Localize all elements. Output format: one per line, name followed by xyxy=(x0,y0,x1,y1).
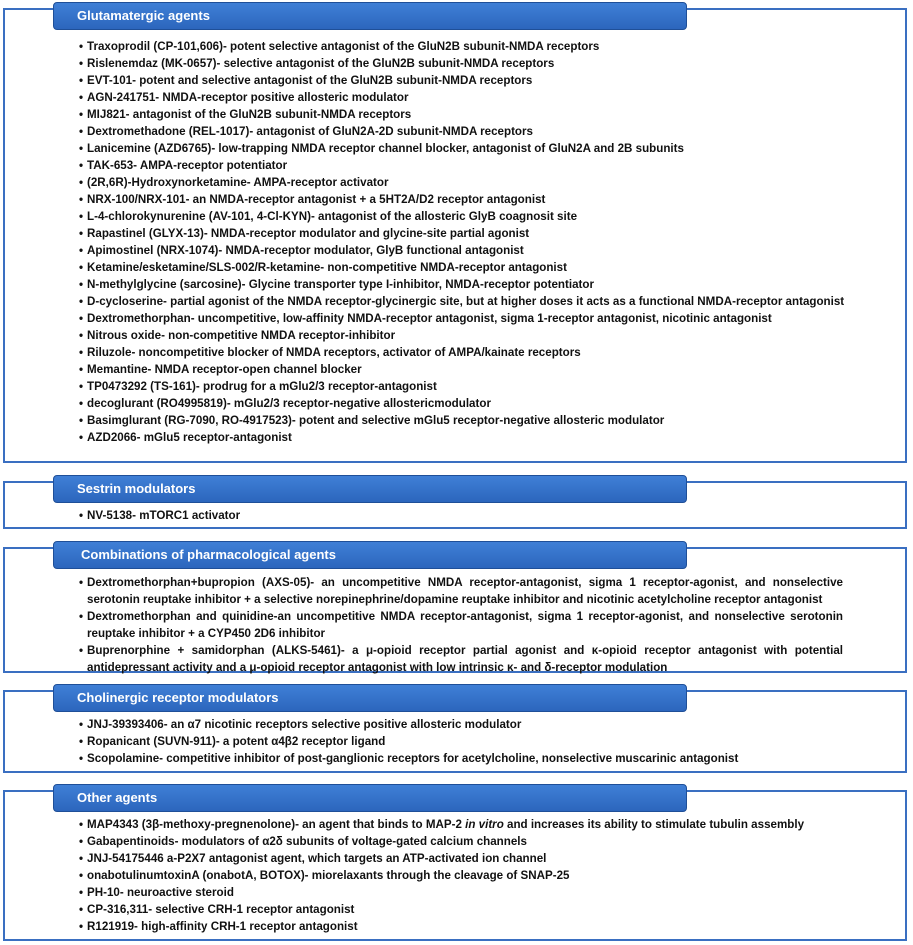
list-item: • onabotulinumtoxinA (onabotA, BOTOX)- miorelaxants through the cleavage of SNAP-25 xyxy=(79,867,847,884)
list-item: • Lanicemine (AZD6765)- low-trapping NMDA receptor channel blocker, antagonist of GluN2A and 2B subunits xyxy=(79,140,847,157)
list-item: • (2R,6R)-Hydroxynorketamine- AMPA-receptor activator xyxy=(79,174,847,191)
list-item: • JNJ-54175446 a-P2X7 antagonist agent, which targets an ATP-activated ion channel xyxy=(79,850,847,867)
list-item-line: serotonin reuptake inhibitor + a selective norepinephrine/dopamine reuptake inhibitor and nicotinic acetylcholine receptor antagonist xyxy=(87,593,823,606)
list-item: • Gabapentinoids- modulators of α2δ subunits of voltage-gated calcium channels xyxy=(79,833,847,850)
list-item-line: reuptake inhibitor + a CYP450 2D6 inhibitor xyxy=(87,627,326,640)
list-item: • TAK-653- AMPA-receptor potentiator xyxy=(79,157,847,174)
list-item: • Dextromethadone (REL-1017)- antagonist of GluN2A-2D subunit-NMDA receptors xyxy=(79,123,847,140)
glutamatergic-list xyxy=(79,38,847,446)
list-item xyxy=(79,574,843,608)
list-item: • Dextromethorphan- uncompetitive, low-affinity NMDA-receptor antagonist, sigma 1-receptor antagonist, nicotinic antagonist xyxy=(79,310,847,327)
list-item: • Traxoprodil (CP-101,606)- potent selective antagonist of the GluN2B subunit-NMDA receptors xyxy=(79,38,847,55)
cholinergic-list xyxy=(79,716,847,767)
list-item: • AGN-241751- NMDA-receptor positive allosteric modulator xyxy=(79,89,847,106)
cholinergic-title: Cholinergic receptor modulators xyxy=(53,684,687,712)
list-item: • PH-10- neuroactive steroid xyxy=(79,884,847,901)
other-list xyxy=(79,816,847,935)
list-item: • CP-316,311- selective CRH-1 receptor antagonist xyxy=(79,901,847,918)
list-item: • MIJ821- antagonist of the GluN2B subunit-NMDA receptors xyxy=(79,106,847,123)
list-item: • Rapastinel (GLYX-13)- NMDA-receptor modulator and glycine-site partial agonist xyxy=(79,225,847,242)
list-item: • Ketamine/esketamine/SLS-002/R-ketamine- non-competitive NMDA-receptor antagonist xyxy=(79,259,847,276)
sestrin-list xyxy=(79,507,847,524)
list-item-line: antidepressant activity and a μ-opioid receptor antagonist with low intrinsic κ- and δ-receptor modulation xyxy=(87,661,668,674)
list-item: • D-cycloserine- partial agonist of the NMDA receptor-glycinergic site, but at higher doses it acts as a functional NMDA-receptor antagonist xyxy=(79,293,847,310)
list-item: • TP0473292 (TS-161)- prodrug for a mGlu2/3 receptor-antagonist xyxy=(79,378,847,395)
sestrin-title: Sestrin modulators xyxy=(53,475,687,503)
list-item: • Riluzole- noncompetitive blocker of NMDA receptors, activator of AMPA/kainate receptors xyxy=(79,344,847,361)
other-panel xyxy=(3,790,907,941)
list-item: • NRX-100/NRX-101- an NMDA-receptor antagonist + a 5HT2A/D2 receptor antagonist xyxy=(79,191,847,208)
list-item: • AZD2066- mGlu5 receptor-antagonist xyxy=(79,429,847,446)
cholinergic-panel xyxy=(3,690,907,773)
list-item-line: • Dextromethorphan and quinidine-an uncompetitive NMDA receptor-antagonist, sigma 1 receptor-agonist, and nonselective serotonin xyxy=(87,610,843,623)
list-item: • Nitrous oxide- non-competitive NMDA receptor-inhibitor xyxy=(79,327,847,344)
combinations-panel xyxy=(3,547,907,673)
list-item: • N-methylglycine (sarcosine)- Glycine transporter type I-inhibitor, NMDA-receptor potentiator xyxy=(79,276,847,293)
list-item: • decoglurant (RO4995819)- mGlu2/3 receptor-negative allostericmodulator xyxy=(79,395,847,412)
list-item-line: • Dextromethorphan+bupropion (AXS-05)- an uncompetitive NMDA receptor-antagonist, sigma 1 receptor-agonist, and nonselective xyxy=(87,576,843,589)
sestrin-panel xyxy=(3,481,907,529)
list-item xyxy=(79,816,847,833)
list-item: • Basimglurant (RG-7090, RO-4917523)- potent and selective mGlu5 receptor-negative allosteric modulator xyxy=(79,412,847,429)
list-item: • L-4-chlorokynurenine (AV-101, 4-Cl-KYN)- antagonist of the allosteric GlyB coagnosit site xyxy=(79,208,847,225)
list-item-italic: in vitro xyxy=(465,818,504,831)
list-item: • Memantine- NMDA receptor-open channel blocker xyxy=(79,361,847,378)
list-item-text: MAP4343 (3β-methoxy-pregnenolone)- an agent that binds to MAP-2 xyxy=(87,818,466,831)
list-item-text: and increases its ability to stimulate tubulin assembly xyxy=(503,818,805,831)
combinations-list xyxy=(79,574,843,676)
list-item xyxy=(79,608,843,642)
list-item: • Apimostinel (NRX-1074)- NMDA-receptor modulator, GlyB functional antagonist xyxy=(79,242,847,259)
list-item: • Scopolamine- competitive inhibitor of post-ganglionic receptors for acetylcholine, nonselective muscarinic antagonist xyxy=(79,750,847,767)
list-item: • Ropanicant (SUVN-911)- a potent α4β2 receptor ligand xyxy=(79,733,847,750)
list-item-line: • Buprenorphine + samidorphan (ALKS-5461)- a μ-opioid receptor partial agonist and κ-opioid receptor antagonist with potential xyxy=(87,644,843,657)
list-item: • R121919- high-affinity CRH-1 receptor antagonist xyxy=(79,918,847,935)
combinations-title: Combinations of pharmacological agents xyxy=(53,541,687,569)
list-item: • JNJ-39393406- an α7 nicotinic receptors selective positive allosteric modulator xyxy=(79,716,847,733)
list-item: • NV-5138- mTORC1 activator xyxy=(79,507,847,524)
list-item xyxy=(79,642,843,676)
other-title: Other agents xyxy=(53,784,687,812)
glutamatergic-panel xyxy=(3,8,907,463)
list-item: • Rislenemdaz (MK-0657)- selective antagonist of the GluN2B subunit-NMDA receptors xyxy=(79,55,847,72)
glutamatergic-title: Glutamatergic agents xyxy=(53,2,687,30)
list-item: • EVT-101- potent and selective antagonist of the GluN2B subunit-NMDA receptors xyxy=(79,72,847,89)
